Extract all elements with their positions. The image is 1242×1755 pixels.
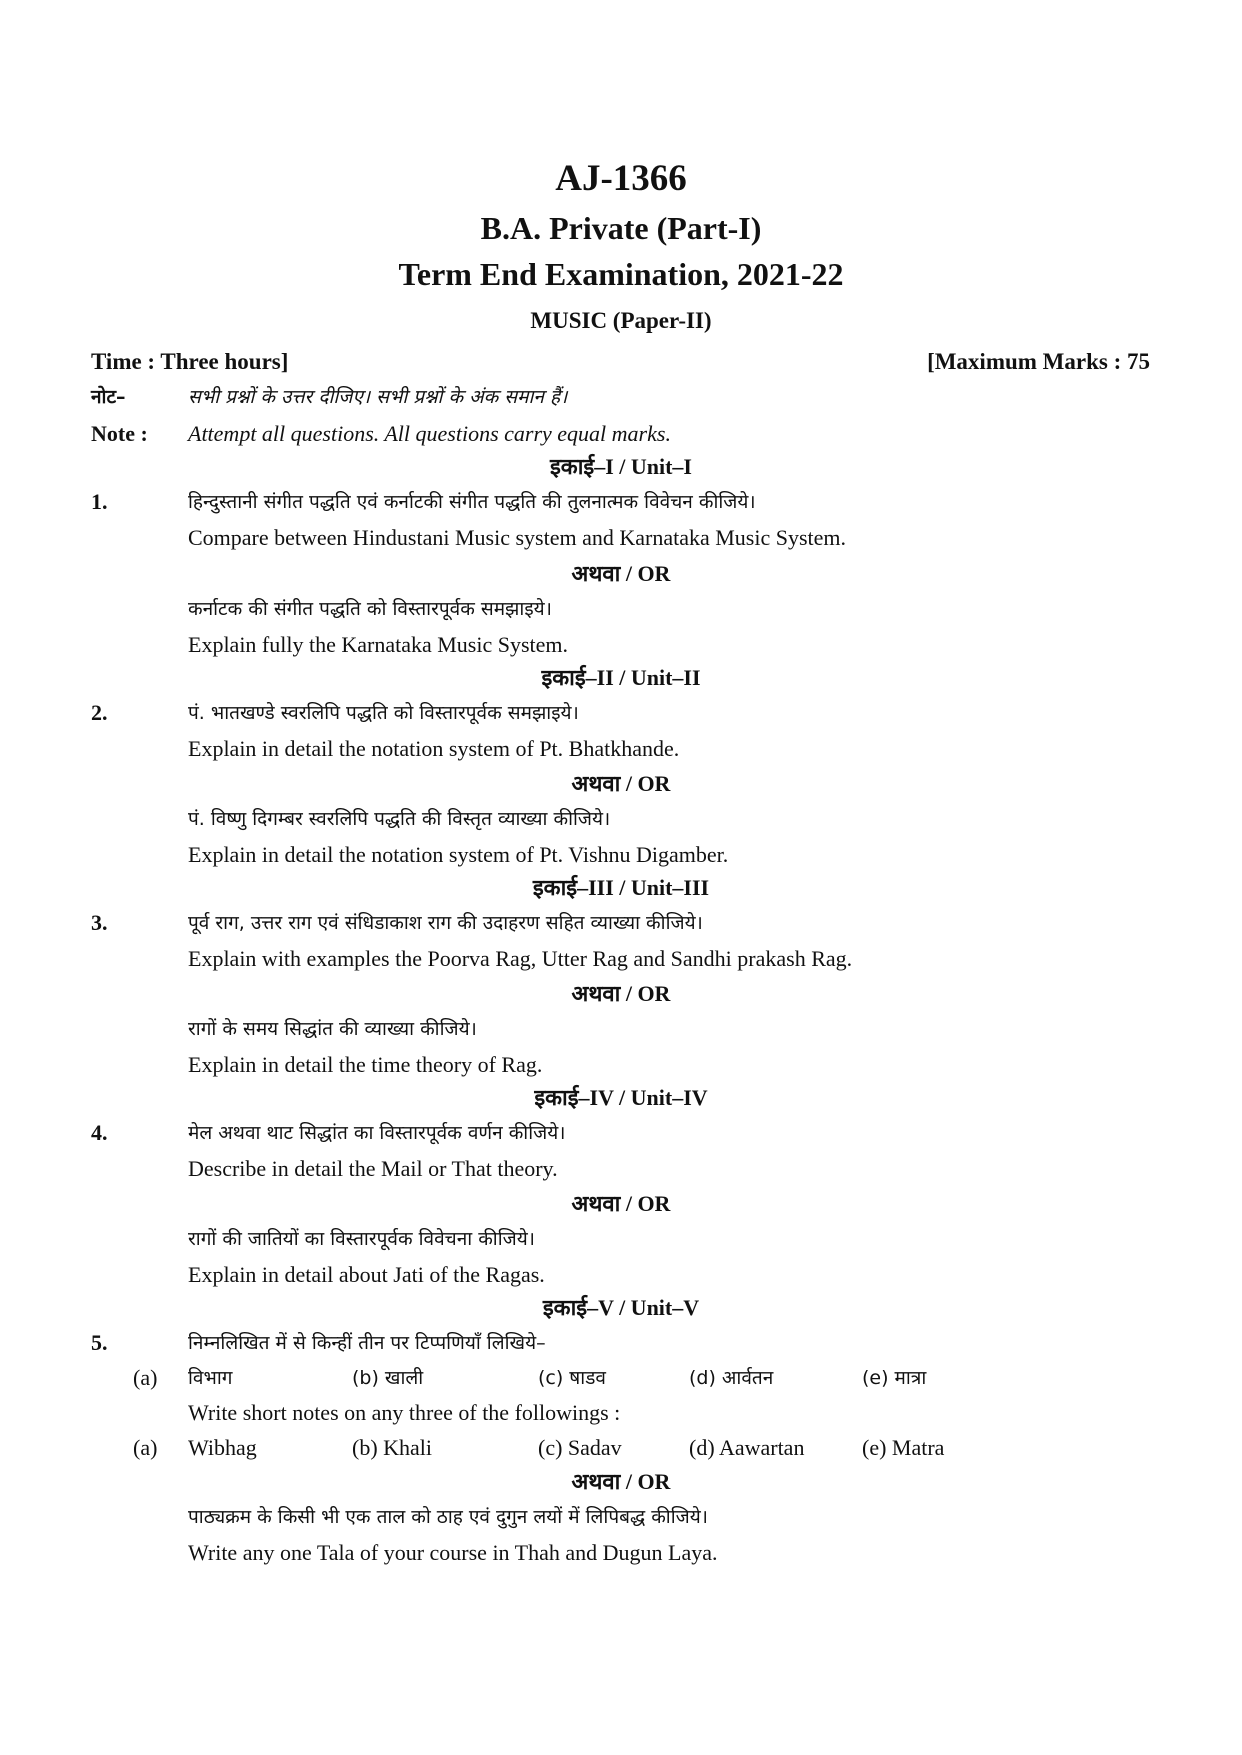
question-number: 3. <box>91 910 108 935</box>
option-hindi-d: (d) आर्वतन <box>689 1367 774 1389</box>
course-title: B.A. Private (Part-I) <box>480 210 762 246</box>
question-hindi: मेल अथवा थाट सिद्धांत का विस्तारपूर्वक वर्णन कीजिये। <box>188 1122 566 1144</box>
time-allowed: Time : Three hours] <box>91 349 289 374</box>
option-english-d: (d) Aawartan <box>689 1435 805 1460</box>
question-english: Describe in detail the Mail or That theory. <box>188 1156 558 1181</box>
question-hindi: हिन्दुस्तानी संगीत पद्धति एवं कर्नाटकी संगीत पद्धति की तुलनात्मक विवेचन कीजिये। <box>188 491 756 513</box>
option-hindi-b: (b) खाली <box>352 1367 424 1389</box>
question-english: Explain with examples the Poorva Rag, Utter Rag and Sandhi prakash Rag. <box>188 946 853 971</box>
unit-heading: इकाई–III / Unit–III <box>532 875 710 900</box>
exam-title: Term End Examination, 2021-22 <box>398 256 844 292</box>
alternative-hindi: पं. विष्णु दिगम्बर स्वरलिपि पद्धति की विस्तृत व्याख्या कीजिये। <box>188 808 611 830</box>
option-english-c: (c) Sadav <box>538 1435 622 1460</box>
question-number: 4. <box>91 1120 108 1145</box>
alternative-english: Explain in detail about Jati of the Ragas. <box>188 1262 545 1287</box>
question-english: Explain in detail the notation system of Pt. Bhatkhande. <box>188 736 680 761</box>
alternative-english: Write any one Tala of your course in Thah and Dugun Laya. <box>188 1540 718 1565</box>
unit-heading: इकाई–IV / Unit–IV <box>534 1085 708 1110</box>
question-english: Write short notes on any three of the followings : <box>188 1400 621 1425</box>
alternative-hindi: पाठ्यक्रम के किसी भी एक ताल को ठाह एवं दुगुन लयों में लिपिबद्ध कीजिये। <box>188 1506 708 1528</box>
option-hindi-a: विभाग <box>188 1367 233 1389</box>
subject-title: MUSIC (Paper-II) <box>530 308 712 333</box>
or-separator: अथवा / OR <box>571 561 671 586</box>
question-hindi: पूर्व राग, उत्तर राग एवं संधिडाकाश राग की उदाहरण सहित व्याख्या कीजिये। <box>188 912 703 934</box>
note-english-text: Attempt all questions. All questions carry equal marks. <box>188 421 671 446</box>
or-separator: अथवा / OR <box>571 1469 671 1494</box>
alternative-hindi: कर्नाटक की संगीत पद्धति को विस्तारपूर्वक समझाइये। <box>188 598 552 620</box>
or-separator: अथवा / OR <box>571 981 671 1006</box>
unit-heading: इकाई–II / Unit–II <box>541 665 701 690</box>
alternative-english: Explain in detail the time theory of Rag. <box>188 1052 543 1077</box>
option-english-marker: (a) <box>133 1435 158 1460</box>
option-english-e: (e) Matra <box>862 1435 945 1460</box>
question-number: 1. <box>91 489 108 514</box>
question-hindi: पं. भातखण्डे स्वरलिपि पद्धति को विस्तारपूर्वक समझाइये। <box>188 702 579 724</box>
note-hindi-text: सभी प्रश्नों के उत्तर दीजिए। सभी प्रश्नों के अंक समान हैं। <box>188 386 568 408</box>
alternative-hindi: रागों की जातियों का विस्तारपूर्वक विवेचना कीजिये। <box>188 1228 535 1250</box>
option-hindi-c: (c) षाडव <box>538 1367 606 1389</box>
question-hindi: निम्नलिखित में से किन्हीं तीन पर टिप्पणियाँ लिखिये– <box>188 1332 546 1354</box>
option-hindi-e: (e) मात्रा <box>862 1367 927 1389</box>
note-english-label: Note : <box>91 421 148 446</box>
alternative-english: Explain in detail the notation system of Pt. Vishnu Digamber. <box>188 842 729 867</box>
or-separator: अथवा / OR <box>571 771 671 796</box>
alternative-hindi: रागों के समय सिद्धांत की व्याख्या कीजिये। <box>188 1018 477 1040</box>
unit-heading: इकाई–I / Unit–I <box>550 454 692 479</box>
maximum-marks: [Maximum Marks : 75 <box>927 349 1150 374</box>
alternative-english: Explain fully the Karnataka Music System. <box>188 632 569 657</box>
or-separator: अथवा / OR <box>571 1191 671 1216</box>
option-hindi-marker: (a) <box>133 1365 158 1390</box>
note-hindi-label: नोट– <box>91 386 126 408</box>
question-number: 5. <box>91 1330 108 1355</box>
option-english-a: Wibhag <box>188 1435 257 1460</box>
unit-heading: इकाई–V / Unit–V <box>542 1295 700 1320</box>
question-english: Compare between Hindustani Music system and Karnataka Music System. <box>188 525 847 550</box>
paper-code: AJ-1366 <box>555 158 687 199</box>
option-english-b: (b) Khali <box>352 1435 433 1460</box>
question-number: 2. <box>91 700 108 725</box>
